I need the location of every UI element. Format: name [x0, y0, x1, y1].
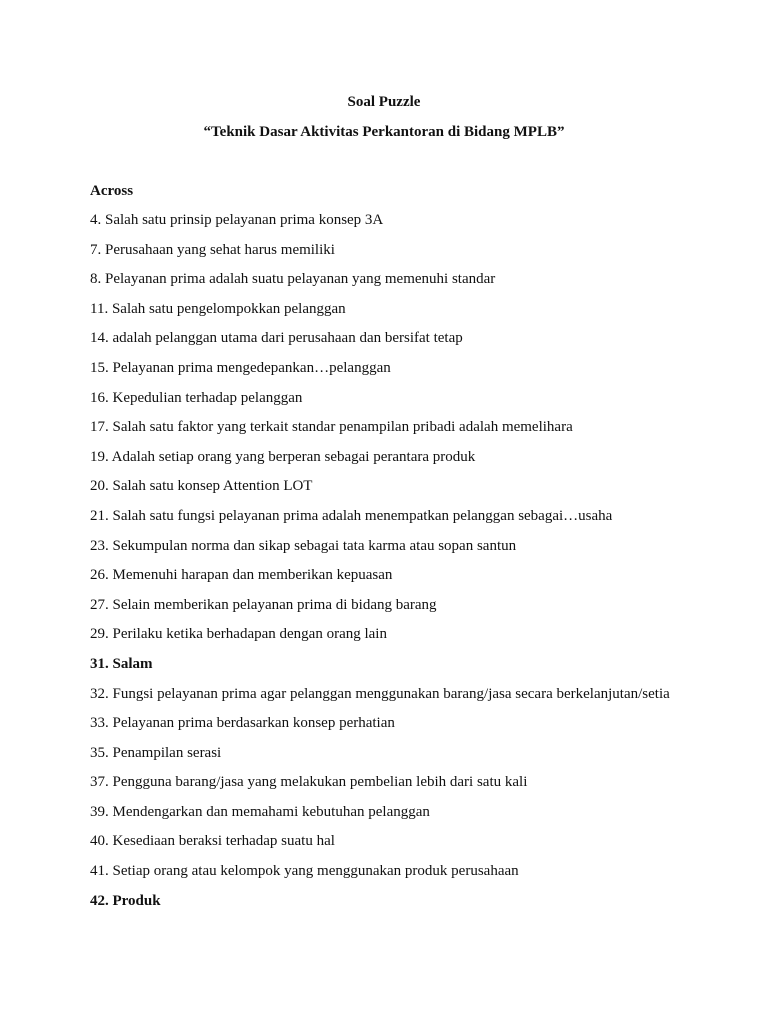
clue-item: 14. adalah pelanggan utama dari perusahaan dan bersifat tetap — [90, 330, 463, 347]
clue-item: 33. Pelayanan prima berdasarkan konsep perhatian — [90, 715, 395, 732]
clue-item: 15. Pelayanan prima mengedepankan…pelanggan — [90, 359, 391, 376]
clue-item: 41. Setiap orang atau kelompok yang menggunakan produk perusahaan — [90, 863, 519, 880]
document-title: Soal Puzzle — [347, 94, 421, 110]
clue-item: 17. Salah satu faktor yang terkait standar penampilan pribadi adalah memelihara — [90, 419, 573, 436]
clue-item: 35. Penampilan serasi — [90, 744, 222, 761]
clue-item: 32. Fungsi pelayanan prima agar pelanggan menggunakan barang/jasa secara berkelanjutan/setia — [90, 685, 670, 702]
document-subtitle: “Teknik Dasar Aktivitas Perkantoran di Bidang MPLB” — [203, 124, 565, 140]
clue-item: 20. Salah satu konsep Attention LOT — [90, 478, 313, 495]
clue-list — [90, 211, 730, 921]
clue-item: 23. Sekumpulan norma dan sikap sebagai tata karma atau sopan santun — [90, 537, 517, 554]
clue-item: 11. Salah satu pengelompokkan pelanggan — [90, 300, 346, 317]
clue-item: 31. Salam — [90, 655, 153, 672]
clue-item: 39. Mendengarkan dan memahami kebutuhan pelanggan — [90, 803, 430, 820]
clue-item: 7. Perusahaan yang sehat harus memiliki — [90, 241, 335, 258]
clue-item: 29. Perilaku ketika berhadapan dengan orang lain — [90, 626, 387, 643]
clue-item: 26. Memenuhi harapan dan memberikan kepuasan — [90, 567, 393, 584]
clue-item: 40. Kesediaan beraksi terhadap suatu hal — [90, 833, 335, 850]
clue-item: 42. Produk — [90, 892, 161, 909]
clue-item: 19. Adalah setiap orang yang berperan sebagai perantara produk — [90, 448, 476, 465]
clue-item: 16. Kepedulian terhadap pelanggan — [90, 389, 303, 406]
clue-item: 37. Pengguna barang/jasa yang melakukan pembelian lebih dari satu kali — [90, 774, 528, 791]
clue-item: 21. Salah satu fungsi pelayanan prima adalah menempatkan pelanggan sebagai…usaha — [90, 507, 613, 524]
section-heading-across: Across — [90, 183, 134, 199]
clue-item: 4. Salah satu prinsip pelayanan prima konsep 3A — [90, 212, 384, 228]
clue-item: 8. Pelayanan prima adalah suatu pelayanan yang memenuhi standar — [90, 271, 496, 288]
clue-item: 27. Selain memberikan pelayanan prima di bidang barang — [90, 596, 437, 613]
